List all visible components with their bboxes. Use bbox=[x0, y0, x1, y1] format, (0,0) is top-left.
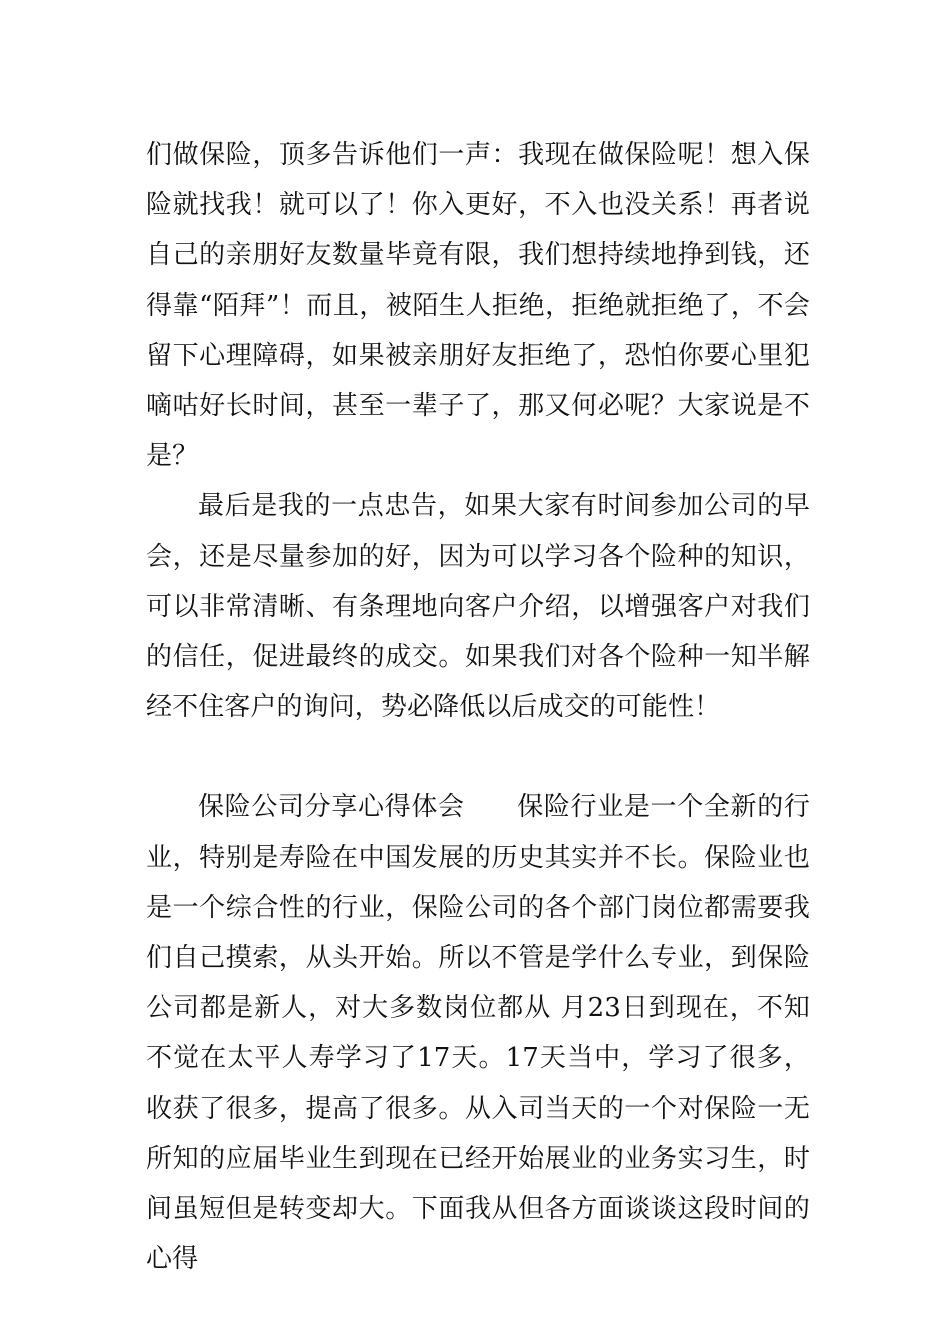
paragraph-gap bbox=[146, 732, 810, 782]
document-page bbox=[146, 130, 810, 1284]
section-body: 保险行业是一个全新的行业，特别是寿险在中国发展的历史其实并不长。保险业也是一个综合性的行业，保险公司的各个部门岗位都需要我们自己摸索，从头开始。所以不管是学什么专业，到保险公司都是新人，对大多数岗位都从 月23日到现在，不知不觉在太平人寿学习了17天。17天当中，学习了很多，收获了很多，提高了很多。从入司当天的一个对保险一无所知的应届毕业生到现在已经开始展业的业务实习生，时间虽短但是转变却大。下面我从但各方面谈谈这段时间的心得 bbox=[146, 792, 810, 1275]
paragraph-section bbox=[146, 782, 810, 1284]
section-title: 保险公司分享心得体会 bbox=[198, 792, 465, 823]
paragraph-continuation: 们做保险，顶多告诉他们一声：我现在做保险呢！想入保险就找我！就可以了！你入更好，不入也没关系！再者说自己的亲朋好友数量毕竟有限，我们想持续地挣到钱，还得靠“陌拜”！而且，被陌生人拒绝，拒绝就拒绝了，不会留下心理障碍，如果被亲朋好友拒绝了，恐怕你要心里犯嘀咕好长时间，甚至一辈子了，那又何必呢？大家说是不是？ bbox=[146, 140, 810, 472]
paragraph-advice: 最后是我的一点忠告，如果大家有时间参加公司的早会，还是尽量参加的好，因为可以学习各个险种的知识，可以非常清晰、有条理地向客户介绍，以增强客户对我们的信任，促进最终的成交。如果我们对各个险种一知半解经不住客户的询问，势必降低以后成交的可能性！ bbox=[146, 491, 810, 723]
